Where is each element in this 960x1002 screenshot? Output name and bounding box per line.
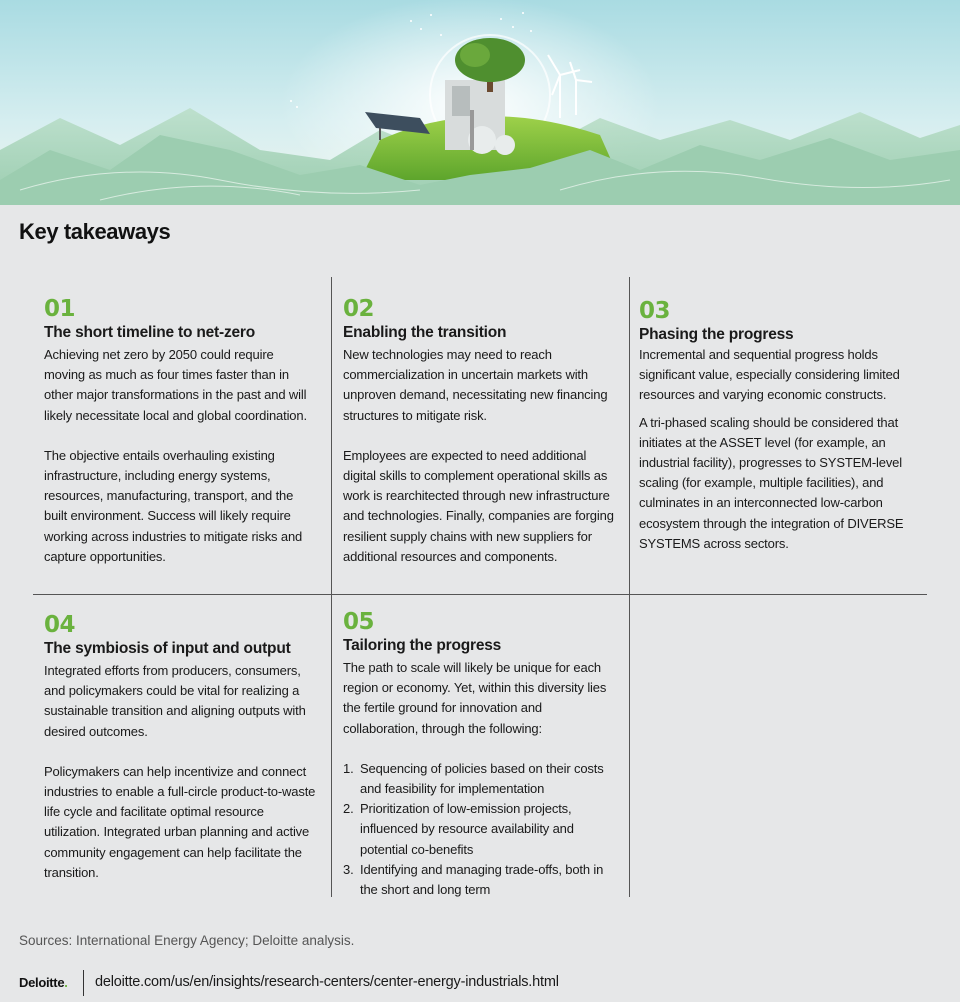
takeaway-title: Tailoring the progress bbox=[343, 637, 502, 654]
takeaway-card-01 bbox=[44, 296, 316, 567]
column-divider-1 bbox=[331, 277, 332, 897]
takeaway-paragraph: Incremental and sequential progress holds significant value, especially considering limited resources and varying economic constructs. bbox=[639, 347, 900, 403]
takeaway-card-03 bbox=[639, 298, 911, 554]
brand-name: Deloitte bbox=[19, 975, 65, 990]
takeaway-title: The short timeline to net-zero bbox=[44, 324, 256, 341]
list-item bbox=[343, 799, 615, 860]
takeaway-title: Enabling the transition bbox=[343, 324, 507, 341]
list-text: Sequencing of policies based on their costs and feasibility for implementation bbox=[360, 760, 604, 797]
list-text: Prioritization of low-emission projects, influenced by resource availability and potential co-benefits bbox=[360, 801, 574, 857]
page-title: Key takeaways bbox=[19, 219, 171, 244]
list-item bbox=[343, 860, 615, 900]
takeaway-title: The symbiosis of input and output bbox=[44, 640, 291, 657]
takeaway-list bbox=[343, 759, 615, 900]
takeaway-paragraph: New technologies may need to reach commercialization in uncertain markets with unproven demand, necessitating new financing structures to mitigate risk. bbox=[343, 347, 608, 423]
takeaway-card-05 bbox=[343, 609, 615, 900]
row-divider bbox=[33, 594, 927, 595]
takeaway-paragraph: The objective entails overhauling existing infrastructure, including energy systems, resources, manufacturing, transport, and the built environment. Success will likely require working across industries to mitigate risks and capture opportunities. bbox=[44, 447, 303, 564]
takeaway-number: 05 bbox=[343, 609, 375, 635]
takeaway-number: 01 bbox=[44, 296, 76, 322]
footer-divider bbox=[83, 970, 84, 996]
brand-dot: . bbox=[64, 975, 68, 990]
sources-note: Sources: International Energy Agency; Deloitte analysis. bbox=[19, 933, 355, 948]
takeaway-paragraph: A tri-phased scaling should be considered that initiates at the ASSET level (for example, an industrial facility), progresses to SYSTEM-level scaling (for example, multiple facilities), and culminates in an interconnected low-carbon ecosystem through the integration of DIVERSE SYSTEMS across sectors. bbox=[639, 414, 904, 551]
takeaway-number: 04 bbox=[44, 612, 76, 638]
takeaway-paragraph: The path to scale will likely be unique for each region or economy. Yet, within this diversity lies the fertile ground for innovation and collaboration, through the following: bbox=[343, 660, 607, 736]
takeaway-paragraph: Employees are expected to need additional digital skills to complement operational skills as work is rearchitected through new infrastructure and technologies. Finally, companies are forging resilient supply chains with new suppliers for additional resources and components. bbox=[343, 447, 614, 564]
list-index: 3. bbox=[343, 861, 354, 877]
takeaway-card-04 bbox=[44, 612, 316, 883]
list-text: Identifying and managing trade-offs, both in the short and long term bbox=[360, 861, 604, 898]
column-divider-2 bbox=[629, 277, 630, 897]
factory-icon bbox=[445, 80, 515, 155]
takeaway-number: 03 bbox=[639, 298, 671, 324]
takeaway-paragraph: Policymakers can help incentivize and connect industries to enable a full-circle product-to-waste life cycle and facilitate optimal resource utilization. Integrated urban planning and active community engagement can help facilitate the transition. bbox=[44, 763, 316, 880]
footer-url-link[interactable]: deloitte.com/us/en/insights/research-centers/center-energy-industrials.html bbox=[95, 974, 559, 990]
deloitte-logo bbox=[19, 975, 68, 990]
list-index: 2. bbox=[343, 801, 354, 817]
takeaway-card-02 bbox=[343, 296, 615, 567]
hero-landscape-graphic bbox=[0, 0, 960, 205]
takeaway-title: Phasing the progress bbox=[639, 326, 794, 343]
takeaway-paragraph: Integrated efforts from producers, consumers, and policymakers could be vital for realizing a sustainable transition and aligning outputs with desired outcomes. bbox=[44, 663, 306, 739]
list-item bbox=[343, 759, 615, 799]
takeaway-paragraph: Achieving net zero by 2050 could require moving as much as four times faster than in other major transformations in the past and will likely necessitate local and global coordination. bbox=[44, 347, 307, 423]
hero-illustration bbox=[0, 0, 960, 205]
list-index: 1. bbox=[343, 760, 354, 776]
takeaway-number: 02 bbox=[343, 296, 375, 322]
